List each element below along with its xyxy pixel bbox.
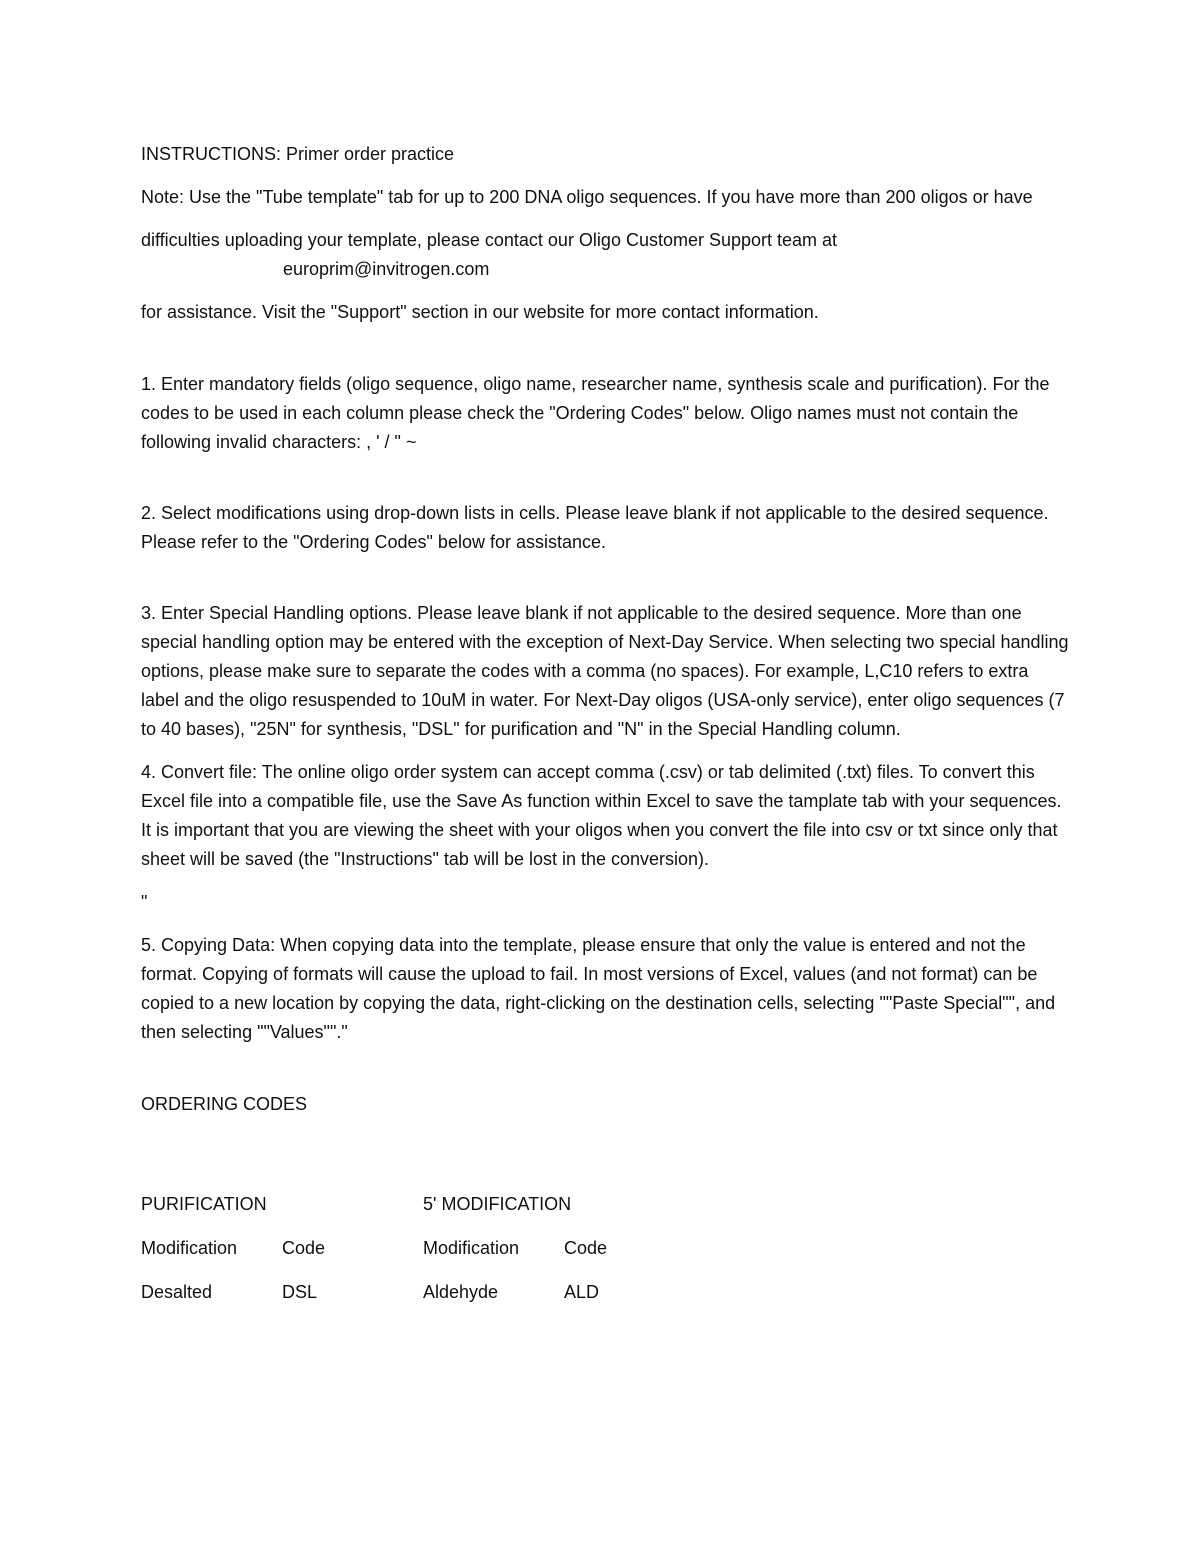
table-cell-mod5-code: ALD: [564, 1282, 600, 1302]
difficulties-paragraph: difficulties uploading your template, please contact our Oligo Customer Support team at: [141, 230, 838, 250]
stray-quote-mark: ": [141, 892, 148, 912]
ordering-codes-title: ORDERING CODES: [141, 1094, 308, 1114]
step-4-paragraph: 4. Convert file: The online oligo order system can accept comma (.csv) or tab delimited (.txt) files. To convert this Excel file into a compatible file, use the Save As function within Excel to save the tamplate tab with your sequences. It is important that you are viewing the sheet with your oligos when you convert the file into csv or txt since only that sheet will be saved (the "Instructions" tab will be lost in the conversion).: [141, 762, 1062, 869]
document-title: INSTRUCTIONS: Primer order practice: [141, 144, 455, 164]
support-email: europrim@invitrogen.com: [283, 259, 490, 279]
table-cell-purification-modification: Desalted: [141, 1282, 213, 1302]
column-header-code: Code: [282, 1238, 326, 1258]
note-paragraph: Note: Use the "Tube template" tab for up to 200 DNA oligo sequences. If you have more than 200 oligos or have: [141, 187, 1033, 207]
step-1-paragraph: 1. Enter mandatory fields (oligo sequence, oligo name, researcher name, synthesis scale and purification). For the codes to be used in each column please check the "Ordering Codes" below. Oligo names must not contain the following invalid characters: , ' / " ~: [141, 374, 1050, 452]
column-header-modification: Modification: [423, 1238, 520, 1258]
document-page: [141, 140, 1071, 1310]
ordering-codes-table: [141, 1190, 1071, 1310]
step-3-paragraph: 3. Enter Special Handling options. Please leave blank if not applicable to the desired sequence. More than one special handling option may be entered with the exception of Next-Day Service. When selecting two special handling options, please make sure to separate the codes with a comma (no spaces). For example, L,C10 refers to extra label and the oligo resuspended to 10uM in water. For Next-Day oligos (USA-only service), enter oligo sequences (7 to 40 bases), "25N" for synthesis, "DSL" for purification and "N" in the Special Handling column.: [141, 603, 1069, 739]
modification-5-heading: 5' MODIFICATION: [423, 1194, 572, 1214]
assistance-paragraph: for assistance. Visit the "Support" section in our website for more contact information.: [141, 302, 819, 322]
step-2-paragraph: 2. Select modifications using drop-down lists in cells. Please leave blank if not applicable to the desired sequence. Please refer to the "Ordering Codes" below for assistance.: [141, 503, 1049, 552]
column-header-code: Code: [564, 1238, 608, 1258]
table-cell-purification-code: DSL: [282, 1282, 318, 1302]
purification-heading: PURIFICATION: [141, 1194, 267, 1214]
step-5-paragraph: 5. Copying Data: When copying data into the template, please ensure that only the value is entered and not the format. Copying of formats will cause the upload to fail. In most versions of Excel, values (and not format) can be copied to a new location by copying the data, right-clicking on the destination cells, selecting ""Paste Special"", and then selecting ""Values"".": [141, 935, 1056, 1042]
table-cell-mod5-modification: Aldehyde: [423, 1282, 499, 1302]
column-header-modification: Modification: [141, 1238, 238, 1258]
